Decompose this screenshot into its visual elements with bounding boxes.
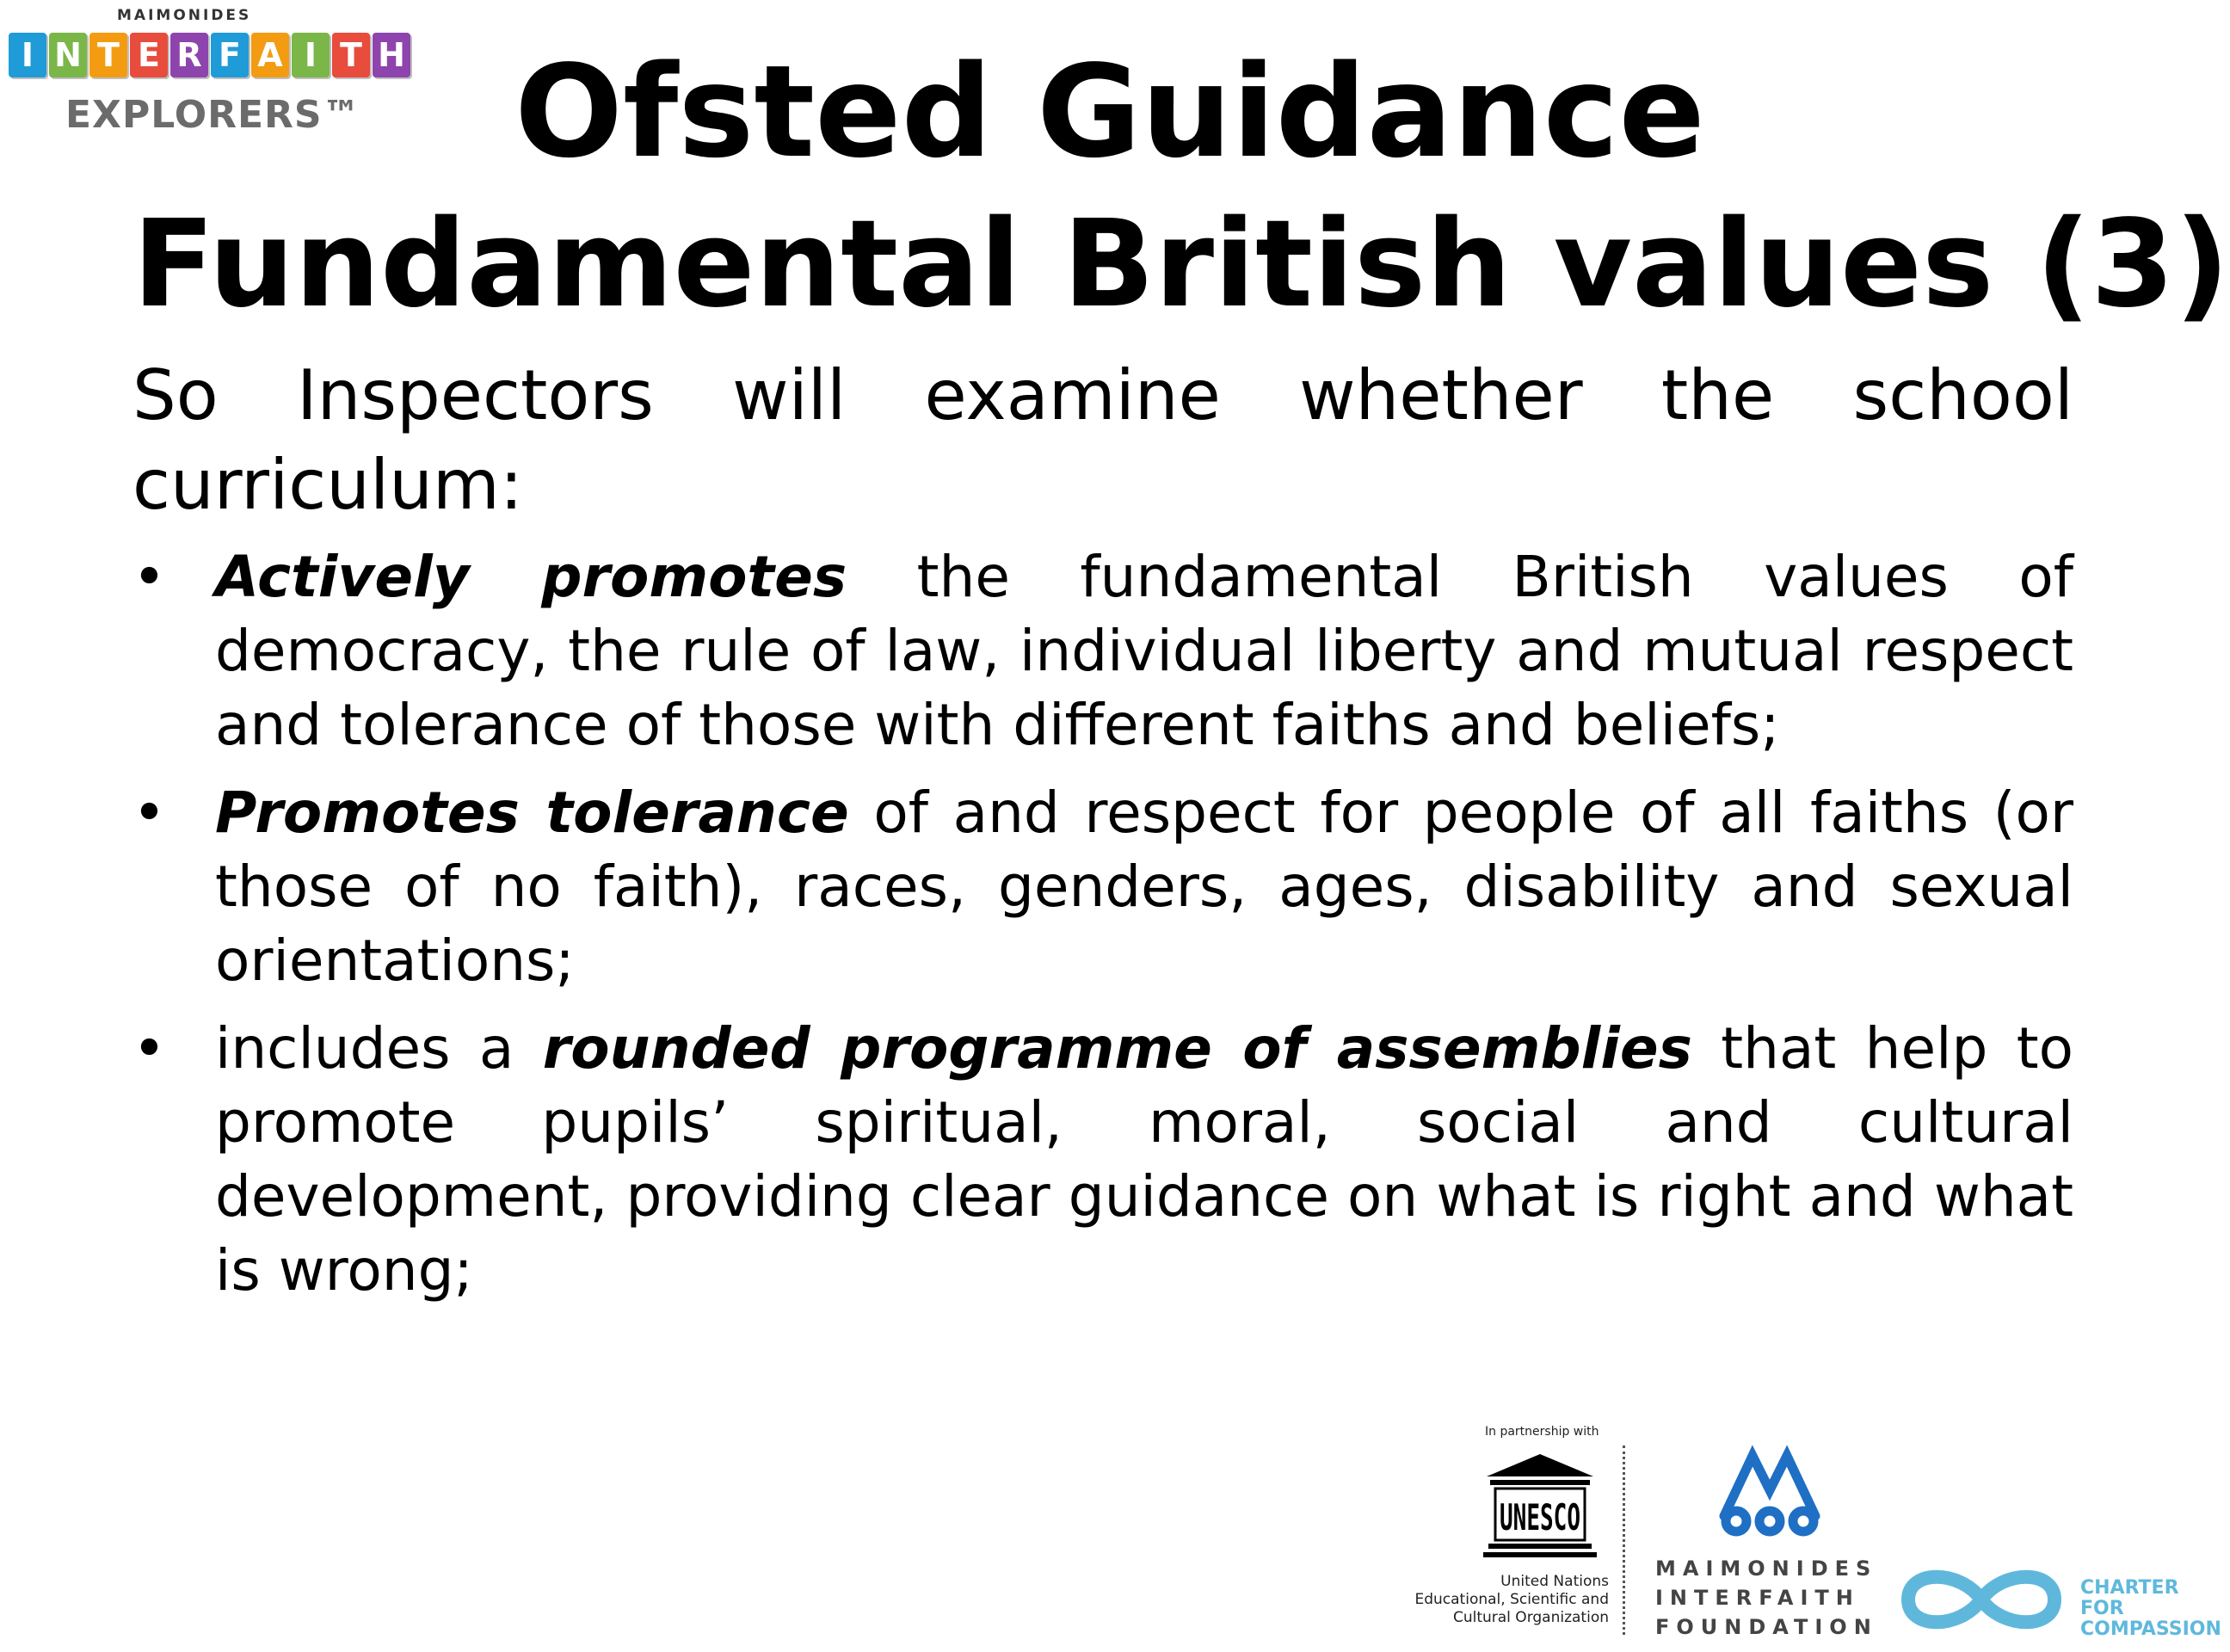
logo-tile-2: T: [89, 33, 127, 77]
logo-tile-0: I: [9, 33, 46, 77]
maimonides-foundation-logo: [1652, 1439, 1884, 1645]
bullet-emphasis: Actively promotes: [215, 544, 847, 610]
slide-subtitle: Fundamental British values (3): [132, 194, 2230, 335]
bullet-icon: •: [132, 544, 166, 610]
bullet-item-assemblies: [132, 1012, 2073, 1308]
bullet-item-promotes-tolerance: [132, 776, 2073, 998]
logo-top-text: MAIMONIDES: [117, 7, 252, 24]
logo-tile-1: N: [49, 33, 87, 77]
unesco-wordmark: UNESCO: [1500, 1496, 1580, 1538]
logo-tile-8: T: [332, 33, 370, 77]
slide-title: Ofsted Guidance: [514, 38, 1705, 186]
bullet-text-pre: includes a: [215, 1015, 543, 1082]
bullet-list: [132, 540, 2073, 1322]
bullet-text: that help to promote pupils’ spiritual, moral, social and cultural development, providing clear guidance on what is right and what is wrong;: [215, 1015, 2073, 1304]
footer-divider: [1623, 1446, 1625, 1635]
bullet-text: the fundamental British values of democracy, the rule of law, individual liberty and mutual respect and tolerance of those with different faiths and beliefs;: [215, 544, 2073, 758]
logo-tile-5: F: [211, 33, 249, 77]
bullet-icon: •: [132, 1015, 166, 1082]
logo-tile-6: A: [251, 33, 289, 77]
unesco-logo: [1402, 1421, 1609, 1637]
maimonides-foundation-text: MAIMONIDES INTERFAITH FOUNDATION: [1655, 1556, 1878, 1639]
bullet-text: of and respect for people of all faiths (or those of no faith), races, genders, ages, disability and sexual orientations;: [215, 780, 2073, 994]
maimonides-figures-icon: [1705, 1439, 1834, 1542]
unesco-temple-icon: [1480, 1447, 1600, 1568]
logo-tile-3: E: [130, 33, 168, 77]
bullet-emphasis: Promotes tolerance: [215, 780, 849, 846]
logo-bottom-text: EXPLORERS™: [65, 93, 361, 137]
logo-tile-7: I: [292, 33, 330, 77]
bullet-item-actively-promotes: [132, 540, 2073, 762]
infinity-icon: [1891, 1561, 2072, 1638]
intro-paragraph: So Inspectors will examine whether the school curriculum:: [132, 355, 2073, 525]
charter-for-compassion-logo: [1891, 1556, 2221, 1642]
bullet-icon: •: [132, 780, 166, 846]
unesco-full-name: United Nations Educational, Scientific and Cultural Organization: [1414, 1573, 1609, 1626]
unesco-partnership-text: In partnership with: [1485, 1425, 1599, 1439]
logo-tile-4: R: [170, 33, 208, 77]
charter-for-compassion-text: CHARTER FOR COMPASSION: [2080, 1577, 2221, 1640]
logo-tile-9: H: [373, 33, 410, 77]
bullet-emphasis: rounded programme of assemblies: [542, 1015, 1692, 1082]
